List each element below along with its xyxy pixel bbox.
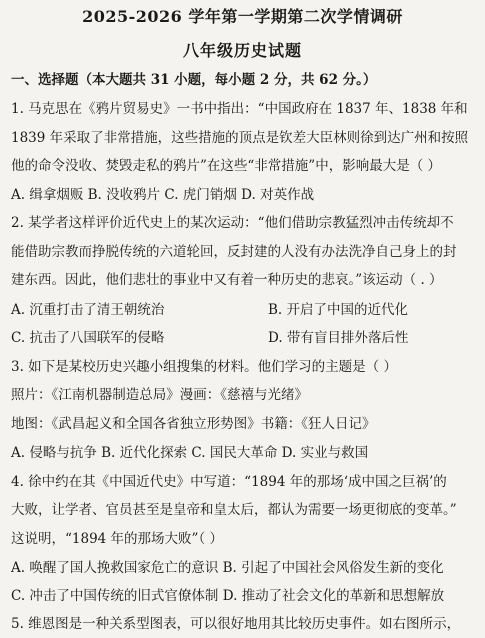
- q4-options-cd: C. 冲击了中国传统的旧式官僚体制 D. 推动了社会文化的革新和思想解放: [11, 588, 445, 604]
- q2-line3: 建东西。因此，他们悲壮的事业中又有着一种历史的悲哀。”该运动（ . ）: [11, 272, 443, 288]
- q2-option-d: D. 带有盲目排外落后性: [268, 330, 409, 346]
- q5-line1: 5. 维恩图是一种关系型图表，可以很好地用其比较历史事件。如右图所示，: [11, 616, 461, 632]
- q2-option-c: C. 抗击了八国联军的侵略: [11, 330, 165, 346]
- q1-line1: 1. 马克思在《鸦片贸易史》一书中指出：“中国政府在 1837 年、1838 年和: [11, 101, 468, 117]
- q1-line3: 他的命令没收、焚毁走私的鸦片”在这些“非常措施”中，影响最大是（ ）: [11, 158, 441, 174]
- q4-line1: 4. 徐中约在其《中国近代史》中写道：“1894 年的那场‘成中国之巨祸’的: [11, 474, 447, 490]
- q3-line3: 地图：《武昌起义和全国各省独立形势图》书籍：《狂人日记》: [11, 416, 376, 432]
- q3-line1: 3. 如下是某校历史兴趣小组搜集的材料。他们学习的主题是（ ）: [11, 359, 397, 375]
- exam-subtitle: 八年级历史试题: [182, 41, 302, 60]
- section-heading: 一、选择题（本大题共 31 小题，每小题 2 分，共 62 分。）: [11, 72, 377, 88]
- q3-line2: 照片：《江南机器制造总局》漫画：《慈禧与光绪》: [11, 387, 308, 403]
- exam-title: 2025-2026 学年第一学期第二次学情调研: [82, 7, 403, 26]
- q2-line1: 2. 某学者这样评价近代史上的某次运动：“他们借助宗教猛烈冲击传统却不: [11, 215, 454, 231]
- q1-options: A. 缉拿烟贩 B. 没收鸦片 C. 虎门销烟 D. 对英作战: [11, 187, 315, 203]
- q3-options: A. 侵略与抗争 B. 近代化探索 C. 国民大革命 D. 实业与救国: [11, 445, 369, 461]
- q2-option-a: A. 沉重打击了清王朝统治: [11, 302, 165, 318]
- q4-options-ab: A. 唤醒了国人挽救国家危亡的意识 B. 引起了中国社会风俗发生新的变化: [11, 560, 444, 576]
- q1-line2: 1839 年采取了非常措施，这些措施的顶点是钦差大臣林则徐到达广州和按照: [11, 130, 469, 146]
- q2-line2: 能借助宗教而挣脱传统的六道轮回，反封建的人没有办法洗净自己身上的封: [11, 244, 457, 260]
- q2-option-b: B. 开启了中国的近代化: [268, 302, 409, 318]
- q4-line2: 大败，让学者、官员甚至是皇帝和皇太后，都认为需要一场更彻底的变革。”: [11, 502, 457, 518]
- q4-line3: 这说明，“1894 年的那场大败”（ ）: [11, 531, 223, 547]
